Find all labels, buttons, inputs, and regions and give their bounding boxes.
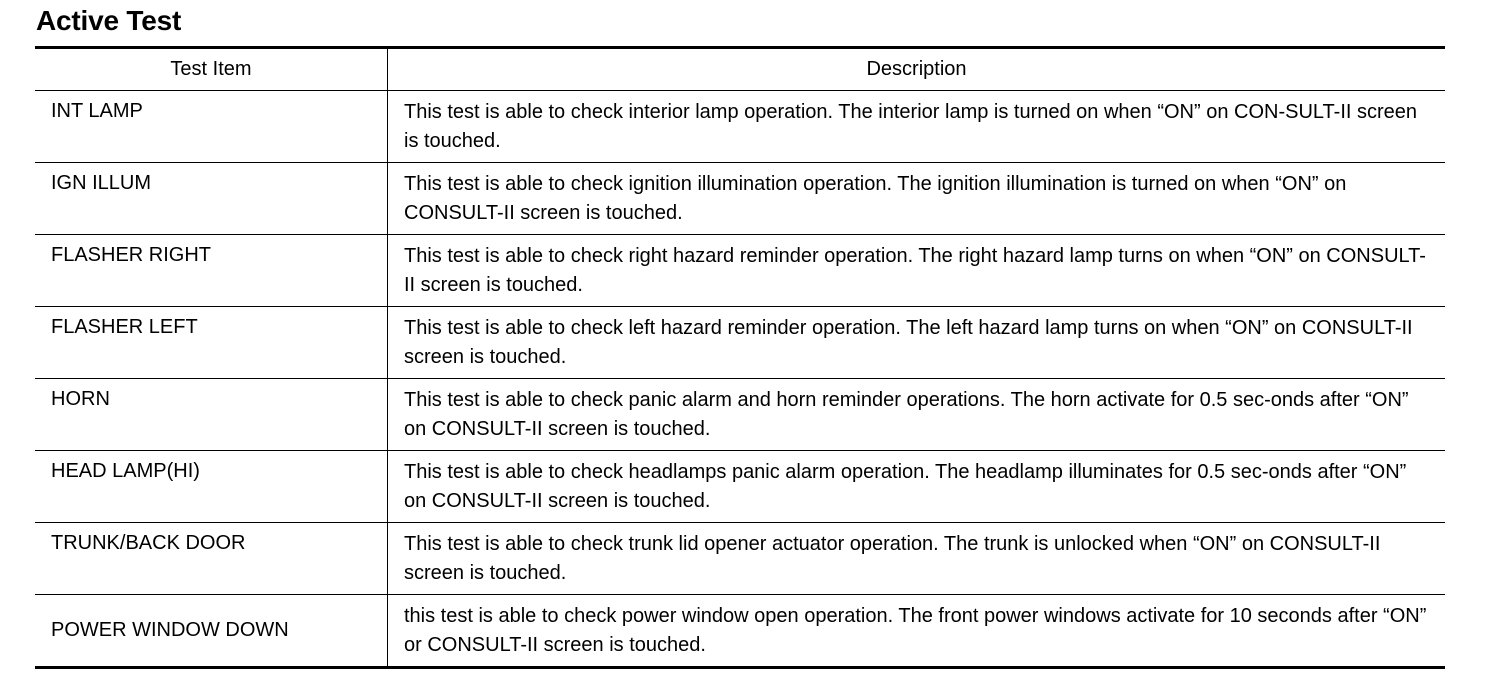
description-cell: This test is able to check panic alarm and horn reminder operations. The horn activate for 0.5 sec-onds after “ON” on CONSULT-II screen is touched. (388, 379, 1446, 451)
table-row (35, 91, 1445, 163)
table-row (35, 595, 1445, 668)
description-cell: This test is able to check interior lamp operation. The interior lamp is turned on when “ON” on CON-SULT-II screen is touched. (388, 91, 1446, 163)
test-item-cell: FLASHER LEFT (35, 307, 388, 379)
active-test-table (35, 46, 1445, 669)
test-item-cell: HORN (35, 379, 388, 451)
table-row (35, 451, 1445, 523)
description-cell: This test is able to check trunk lid opener actuator operation. The trunk is unlocked when “ON” on CONSULT-II screen is touched. (388, 523, 1446, 595)
page-title: Active Test (36, 5, 182, 36)
description-cell: This test is able to check right hazard reminder operation. The right hazard lamp turns on when “ON” on CONSULT-II screen is touched. (388, 235, 1446, 307)
test-item-cell: FLASHER RIGHT (35, 235, 388, 307)
table-row (35, 163, 1445, 235)
table-row (35, 307, 1445, 379)
description-cell: This test is able to check headlamps panic alarm operation. The headlamp illuminates for 0.5 sec-onds after “ON” on CONSULT-II screen is touched. (388, 451, 1446, 523)
test-item-cell: INT LAMP (35, 91, 388, 163)
description-cell: this test is able to check power window open operation. The front power windows activate for 10 seconds after “ON” or CONSULT-II screen is touched. (404, 604, 1427, 656)
description-cell: This test is able to check left hazard reminder operation. The left hazard lamp turns on when “ON” on CONSULT-II screen is touched. (388, 307, 1446, 379)
table-row (35, 379, 1445, 451)
test-item-cell: TRUNK/BACK DOOR (35, 523, 388, 595)
column-header-test-item: Test Item (35, 48, 388, 91)
table-header-row (35, 48, 1445, 91)
test-item-cell: POWER WINDOW DOWN (35, 595, 388, 668)
table-row (35, 235, 1445, 307)
table-row (35, 523, 1445, 595)
test-item-cell: HEAD LAMP(HI) (35, 451, 388, 523)
test-item-cell: IGN ILLUM (35, 163, 388, 235)
description-cell: This test is able to check ignition illumination operation. The ignition illumination is turned on when “ON” on CONSULT-II screen is touched. (388, 163, 1446, 235)
column-header-description: Description (388, 48, 1446, 91)
